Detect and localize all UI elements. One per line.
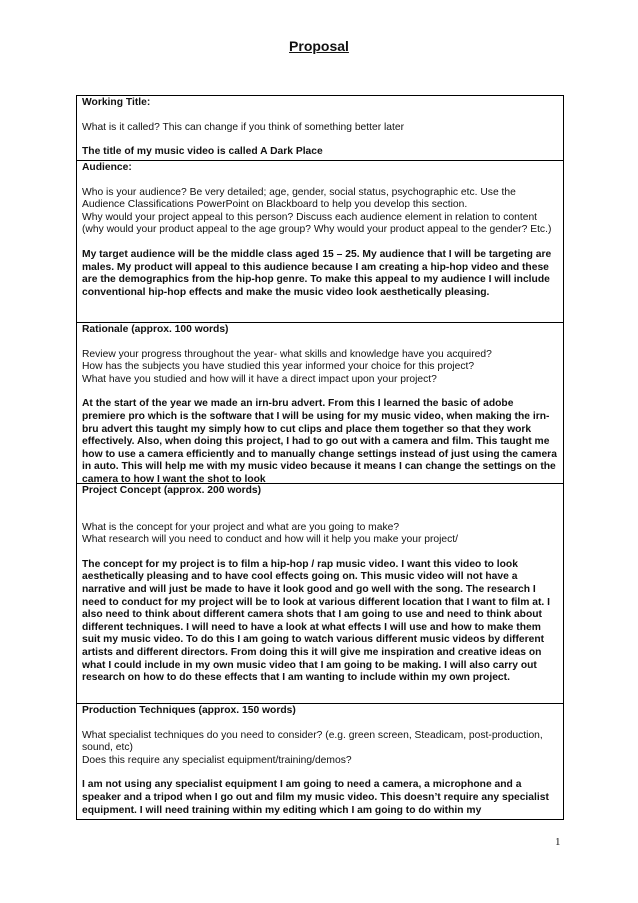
audience-heading: Audience: — [82, 162, 132, 173]
working-title-question: What is it called? This can change if you think of something better later — [82, 121, 405, 133]
page-number: 1 — [555, 836, 561, 848]
techniques-question-1: What specialist techniques do you need to consider? (e.g. green screen, Steadicam, post-production, sound, etc) — [82, 729, 543, 754]
concept-answer: The concept for my project is to film a hip-hop / rap music video. I want this video to look aesthetically pleasing and to have cool effects going on. This music video will not have a narrative and will just be made to have it look good and go well with the song. The research I need to conduct for my project will be to look at various different location that I want to film at. I also need to think about different camera shots that I am going to use and need to think about different techniques. I will need to have a look at what effects I will use and how to make them suit my music video. To do this I am going to watch various different music videos by different artists and different directors. From doing this it will give me inspiration and creative ideas on what I could include in my own music video that I am going to be making. I will also carry out research on how to do these effects that I am wanting to include within my own project. — [82, 558, 550, 684]
techniques-question-2: Does this require any specialist equipment/training/demos? — [82, 754, 352, 766]
techniques-section — [77, 703, 563, 819]
working-title-heading: Working Title: — [82, 97, 151, 108]
rationale-answer: At the start of the year we made an irn-bru advert. From this I learned the basic of adobe premiere pro which is the software that I will be using for my music video, when making the irn-bru advert this taught my simply how to cut clips and place them together so that they work effectively. Also, when doing this project, I had to go out with a camera and film. This taught me how to use a camera efficiently and to manually change settings instead of just using the camera in auto. This will help me with my music video because it means I can change the settings on the camera to how I want the shot to look — [82, 398, 557, 483]
concept-section — [77, 483, 563, 703]
concept-question-1: What is the concept for your project and what are you going to make? — [82, 521, 400, 533]
rationale-question-3: What have you studied and how will it have a direct impact upon your project? — [82, 373, 437, 385]
proposal-table — [76, 95, 564, 820]
audience-section — [77, 160, 563, 322]
working-title-section — [77, 96, 563, 160]
concept-question-2: What research will you need to conduct and how will it help you make your project/ — [82, 534, 459, 546]
audience-question-2: Why would your project appeal to this person? Discuss each audience element in relation to content (why would your product appeal to the age group? Why would your product appeal to the gender? Etc.) — [82, 211, 552, 236]
techniques-answer: I am not using any specialist equipment I am going to need a camera, a microphone and a speaker and a tripod when I go out and film my music video. This doesn’t require any specialist equipment. I will need training within my editing which I am going to do within my — [82, 779, 549, 816]
rationale-section — [77, 322, 563, 483]
techniques-heading: Production Techniques (approx. 150 words) — [82, 705, 296, 716]
working-title-answer: The title of my music video is called A Dark Place — [82, 146, 323, 158]
rationale-question-2: How has the subjects you have studied this year informed your choice for this project? — [82, 361, 475, 373]
audience-answer: My target audience will be the middle class aged 15 – 25. My audience that I will be targeting are males. My product will appeal to this audience because I am creating a hip-hop video and these are the demographics from the hip-hop genre. To make this appeal to my audience I will include conventional hip-hop effects and make the music video look aesthetically pleasing. — [82, 248, 552, 298]
rationale-question-1: Review your progress throughout the year- what skills and knowledge have you acquired? — [82, 348, 492, 360]
concept-heading: Project Concept (approx. 200 words) — [82, 485, 262, 496]
audience-question-1: Who is your audience? Be very detailed; age, gender, social status, psychographic etc. Use the Audience Classifications PowerPoint on Blackboard to help you develop this section. — [82, 186, 516, 211]
rationale-heading: Rationale (approx. 100 words) — [82, 324, 229, 335]
page-title: Proposal — [289, 38, 349, 54]
